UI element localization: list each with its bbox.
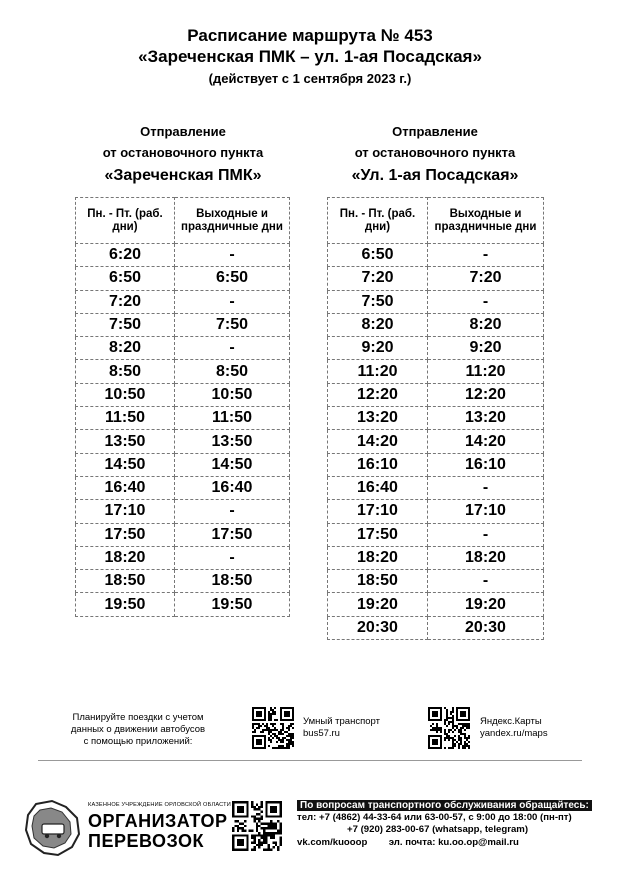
weekend-time: 13:20 <box>428 407 544 430</box>
weekday-time: 18:50 <box>328 570 428 593</box>
table-row <box>328 430 544 453</box>
organization-subtitle: КАЗЕННОЕ УЧРЕЖДЕНИЕ ОРЛОВСКОЙ ОБЛАСТИ <box>88 802 232 808</box>
weekend-time: 8:20 <box>428 313 544 336</box>
weekday-time: 16:10 <box>328 453 428 476</box>
weekday-time: 18:20 <box>328 546 428 569</box>
vk-link[interactable]: vk.com/kuooop <box>297 836 368 848</box>
weekend-time: 16:40 <box>175 476 290 499</box>
table-row <box>328 546 544 569</box>
table-row <box>76 593 290 616</box>
left-heading-line1: Отправление <box>140 124 226 139</box>
validity-note: (действует с 1 сентября 2023 г.) <box>208 71 412 86</box>
left-heading-line2: от остановочного пункта <box>102 145 264 160</box>
weekday-time: 16:40 <box>328 476 428 499</box>
weekend-time: 12:20 <box>428 383 544 406</box>
table-row <box>328 383 544 406</box>
table-row <box>328 360 544 383</box>
weekday-time: 19:20 <box>328 593 428 616</box>
weekend-time: - <box>175 337 290 360</box>
weekend-time: 6:50 <box>175 267 290 290</box>
org-name-line1: ОРГАНИЗАТОР <box>88 811 228 831</box>
right-col-weekend: Выходные и праздничные дни <box>428 198 544 244</box>
phone-line-2[interactable]: +7 (920) 283-00-67 (whatsapp, telegram) <box>347 824 529 836</box>
weekend-time: 8:50 <box>175 360 290 383</box>
weekday-time: 17:10 <box>76 500 175 523</box>
table-row <box>76 267 290 290</box>
weekend-time: - <box>428 523 544 546</box>
right-schedule-table <box>327 197 544 640</box>
weekend-time: - <box>175 500 290 523</box>
weekday-time: 10:50 <box>76 383 175 406</box>
left-column-heading <box>58 121 308 189</box>
app1-url[interactable]: bus57.ru <box>303 728 340 739</box>
right-stop-name: «Ул. 1-ая Посадская» <box>351 167 519 184</box>
app1-info <box>303 716 380 740</box>
table-row <box>328 290 544 313</box>
app2-info <box>480 716 548 740</box>
weekday-time: 7:50 <box>328 290 428 313</box>
weekend-time: - <box>175 546 290 569</box>
table-row <box>328 476 544 499</box>
weekday-time: 17:50 <box>328 523 428 546</box>
right-heading-line2: от остановочного пункта <box>354 145 516 160</box>
weekend-time: - <box>428 244 544 267</box>
weekday-time: 14:50 <box>76 453 175 476</box>
weekday-time: 20:30 <box>328 616 428 639</box>
table-row <box>328 267 544 290</box>
weekend-time: 20:30 <box>428 616 544 639</box>
plan-text-line: данных о движении автобусов <box>70 724 206 735</box>
weekday-time: 17:10 <box>328 500 428 523</box>
organizer-logo-icon <box>22 798 82 858</box>
weekday-time: 13:20 <box>328 407 428 430</box>
qr-code-organizer[interactable] <box>232 801 282 851</box>
weekend-time: 13:50 <box>175 430 290 453</box>
email-link[interactable]: эл. почта: ku.oo.op@mail.ru <box>388 836 519 848</box>
left-schedule-table <box>75 197 290 617</box>
table-row <box>76 290 290 313</box>
weekend-time: 11:20 <box>428 360 544 383</box>
weekend-time: 14:20 <box>428 430 544 453</box>
right-heading-line1: Отправление <box>392 124 478 139</box>
table-row <box>328 407 544 430</box>
weekend-time: - <box>175 244 290 267</box>
table-row <box>76 453 290 476</box>
weekend-time: 17:10 <box>428 500 544 523</box>
plan-trips-text <box>58 712 218 748</box>
table-row <box>328 500 544 523</box>
table-row <box>328 244 544 267</box>
weekday-time: 18:50 <box>76 570 175 593</box>
table-row <box>76 430 290 453</box>
left-col-weekday: Пн. - Пт. (раб. дни) <box>76 198 175 244</box>
table-row <box>76 383 290 406</box>
left-stop-name: «Зареченская ПМК» <box>104 167 262 184</box>
table-row <box>328 616 544 639</box>
weekend-time: 14:50 <box>175 453 290 476</box>
weekend-time: 7:20 <box>428 267 544 290</box>
weekday-time: 18:20 <box>76 546 175 569</box>
qr-code-bus57[interactable] <box>252 707 294 749</box>
table-row <box>76 407 290 430</box>
table-row <box>76 546 290 569</box>
weekend-time: 18:20 <box>428 546 544 569</box>
qr-code-yandex[interactable] <box>428 707 470 749</box>
weekday-time: 8:20 <box>76 337 175 360</box>
organization-name <box>88 811 227 851</box>
weekend-time: - <box>175 290 290 313</box>
plan-text-line: с помощью приложений: <box>83 736 193 747</box>
right-col-weekday: Пн. - Пт. (раб. дни) <box>328 198 428 244</box>
weekday-time: 6:20 <box>76 244 175 267</box>
table-row <box>328 523 544 546</box>
app2-url[interactable]: yandex.ru/maps <box>480 728 548 739</box>
weekend-time: 19:50 <box>175 593 290 616</box>
table-row <box>328 453 544 476</box>
route-name: «Зареченская ПМК – ул. 1-ая Посадская» <box>138 47 482 66</box>
plan-text-line: Планируйте поездки с учетом <box>72 712 204 723</box>
weekend-time: 17:50 <box>175 523 290 546</box>
org-name-line2: ПЕРЕВОЗОК <box>88 831 205 851</box>
right-column-heading <box>310 121 560 189</box>
contact-block <box>297 800 602 849</box>
weekday-time: 13:50 <box>76 430 175 453</box>
app1-name: Умный транспорт <box>303 716 380 727</box>
table-row <box>76 500 290 523</box>
weekday-time: 11:50 <box>76 407 175 430</box>
weekday-time: 11:20 <box>328 360 428 383</box>
weekend-time: - <box>428 290 544 313</box>
weekend-time: - <box>428 570 544 593</box>
table-row <box>76 360 290 383</box>
weekend-time: 16:10 <box>428 453 544 476</box>
weekday-time: 17:50 <box>76 523 175 546</box>
weekend-time: 11:50 <box>175 407 290 430</box>
page-title: Расписание маршрута № 453 <box>187 26 433 45</box>
table-row <box>328 313 544 336</box>
table-row <box>328 593 544 616</box>
weekday-time: 19:50 <box>76 593 175 616</box>
table-row <box>76 476 290 499</box>
weekday-time: 8:50 <box>76 360 175 383</box>
weekday-time: 14:20 <box>328 430 428 453</box>
app2-name: Яндекс.Карты <box>480 716 542 727</box>
weekend-time: 10:50 <box>175 383 290 406</box>
weekend-time: 9:20 <box>428 337 544 360</box>
phone-line-1[interactable]: тел: +7 (4862) 44-33-64 или 63-00-57, с 9:00 до 18:00 (пн-пт) <box>297 812 572 824</box>
weekday-time: 16:40 <box>76 476 175 499</box>
weekend-time: 7:50 <box>175 313 290 336</box>
table-row <box>76 244 290 267</box>
left-col-weekend: Выходные и праздничные дни <box>175 198 290 244</box>
weekday-time: 7:20 <box>76 290 175 313</box>
weekend-time: - <box>428 476 544 499</box>
table-row <box>76 313 290 336</box>
weekday-time: 7:50 <box>76 313 175 336</box>
footer-divider <box>38 760 582 761</box>
weekend-time: 18:50 <box>175 570 290 593</box>
table-row <box>328 570 544 593</box>
weekday-time: 8:20 <box>328 313 428 336</box>
table-row <box>76 337 290 360</box>
table-row <box>76 570 290 593</box>
weekday-time: 9:20 <box>328 337 428 360</box>
table-row <box>76 523 290 546</box>
weekday-time: 6:50 <box>76 267 175 290</box>
weekday-time: 6:50 <box>328 244 428 267</box>
weekend-time: 19:20 <box>428 593 544 616</box>
weekday-time: 7:20 <box>328 267 428 290</box>
contact-header: По вопросам транспортного обслуживания обращайтесь: <box>297 800 592 811</box>
weekday-time: 12:20 <box>328 383 428 406</box>
table-row <box>328 337 544 360</box>
